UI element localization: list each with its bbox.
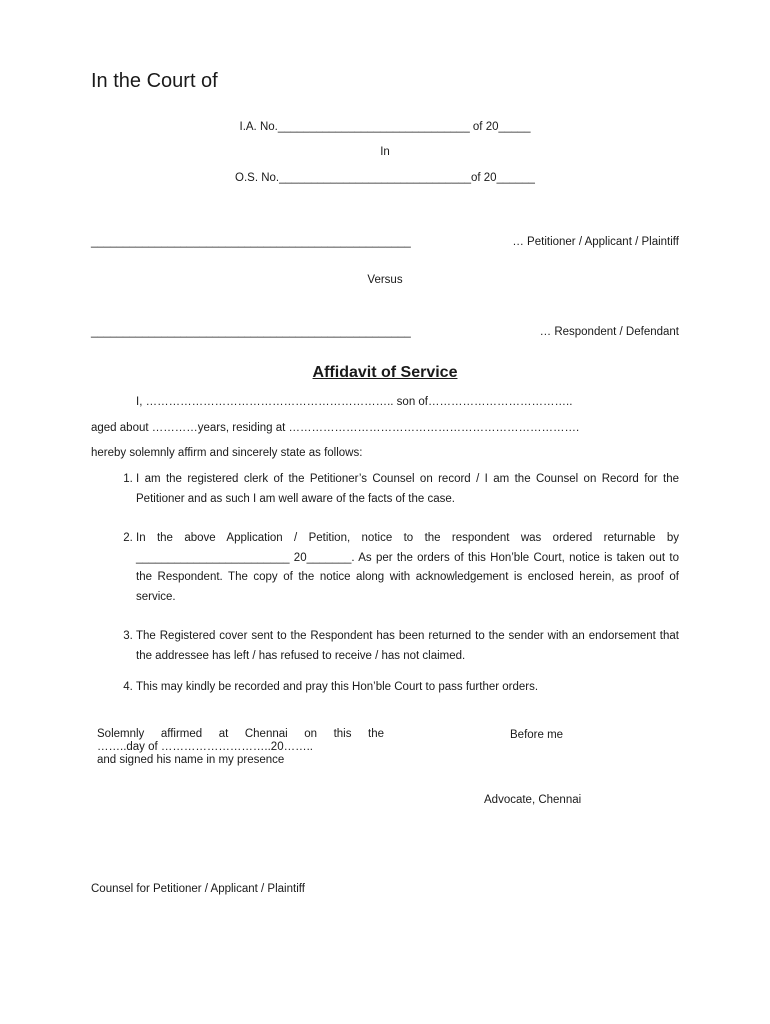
court-title: In the Court of (91, 70, 218, 92)
in-text: In (380, 146, 390, 158)
statement-item-4: 4. This may kindly be recorded and pray this Hon’ble Court to pass further orders. (136, 678, 679, 698)
counsel-signature-label: Counsel for Petitioner / Applicant / Plaintiff (91, 883, 305, 895)
ia-number-line: I.A. No.______________________________ of 20_____ (239, 121, 531, 133)
statement-item-1: 1. I am the registered clerk of the Petitioner’s Counsel on record / I am the Counsel on Record for the Petitioner and as such I am well aware of the facts of the case. (136, 470, 679, 509)
affirmation-line-1: Solemnly affirmed at Chennai on this the (97, 728, 384, 740)
affirmation-line-3: and signed his name in my presence (97, 754, 285, 766)
intro-line-3: hereby solemnly affirm and sincerely state as follows: (91, 447, 363, 459)
advocate-signature-label: Advocate, Chennai (484, 794, 582, 806)
intro-line-2: aged about …………years, residing at …………………………………………………………………. (91, 422, 580, 434)
os-number-line: O.S. No.______________________________of 20______ (235, 172, 535, 184)
petitioner-name-blank: __________________________________________________ (91, 236, 411, 248)
intro-line-1: I, ……………………………………………………….. son of……………………………….. (136, 396, 573, 408)
before-me-text: Before me (510, 729, 564, 741)
statement-item-3: 3. The Registered cover sent to the Respondent has been returned to the sender with an endorsement that the addressee has left / has refused to receive / has not claimed. (136, 627, 679, 666)
statement-list (91, 470, 679, 698)
petitioner-label: … Petitioner / Applicant / Plaintiff (512, 236, 679, 248)
respondent-name-blank: __________________________________________________ (91, 326, 411, 338)
respondent-label: … Respondent / Defendant (539, 326, 679, 338)
document-heading: Affidavit of Service (312, 364, 458, 381)
versus-text: Versus (367, 274, 403, 286)
affirmation-block (97, 728, 384, 767)
affirmation-line-2: ……..day of ………………………..20…….. (97, 741, 313, 753)
statement-item-2: 2. In the above Application / Petition, notice to the respondent was ordered returnable by ________________________ 20_______. As per the orders of this Hon’ble Court, notice is taken out to the Respondent. The copy of the notice along with acknowledgement is enclosed herein, as proof of service. (136, 529, 679, 607)
